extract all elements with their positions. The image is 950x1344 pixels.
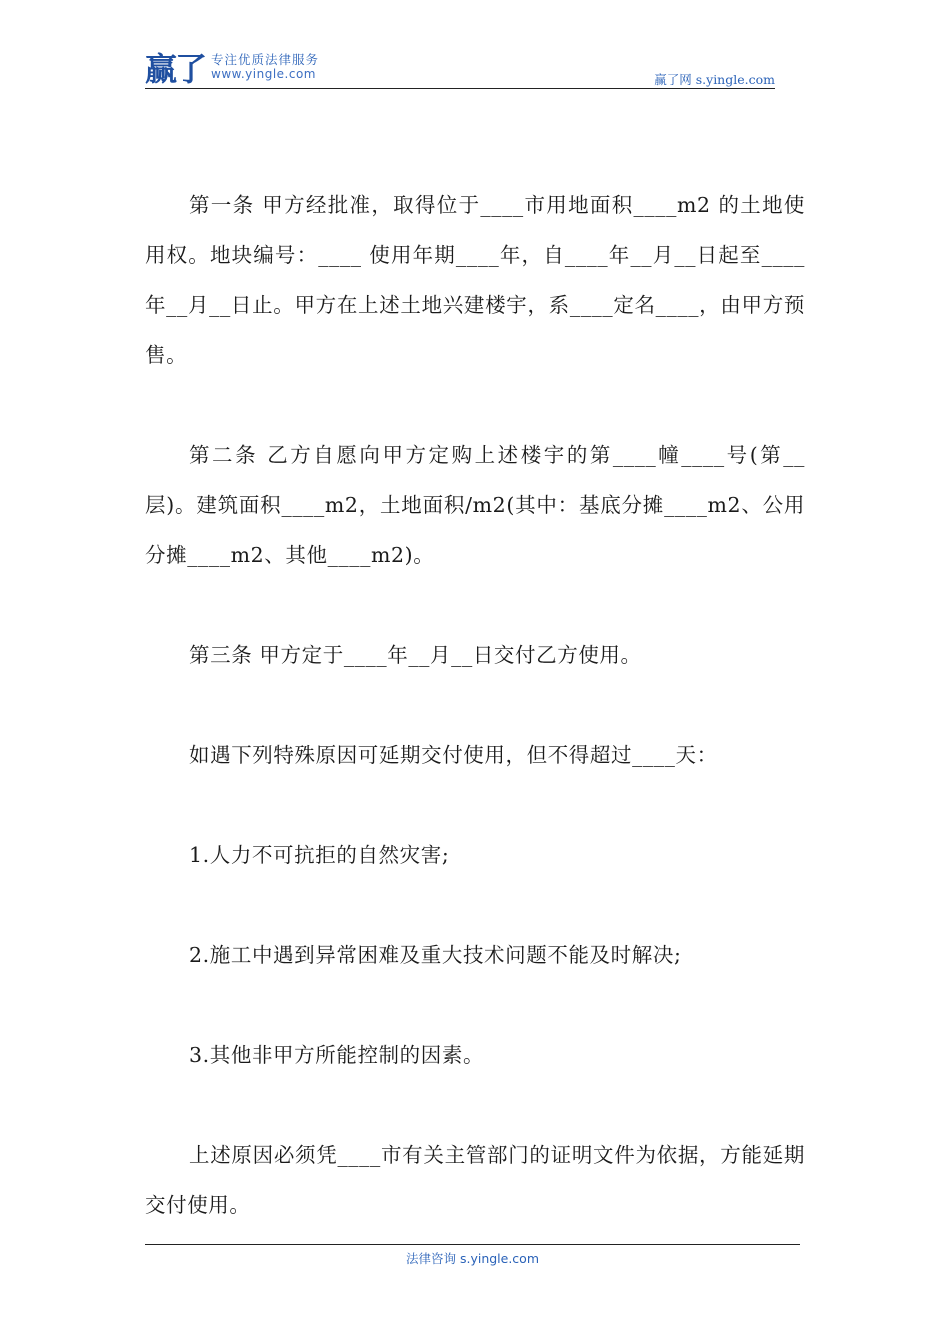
logo-mark: 赢了	[145, 50, 206, 88]
delay-clause: 如遇下列特殊原因可延期交付使用，但不得超过____天：	[189, 743, 718, 767]
article-2: 第二条 乙方自愿向甲方定购上述楼宇的第____幢____号(第__层)。建筑面积____m2，土地面积/m2(其中：基底分摊____m2、公用分摊____m2、其他____m2)。	[145, 443, 806, 567]
site-logo[interactable]	[145, 52, 319, 86]
document-body	[145, 180, 805, 1230]
delay-reason-2: 2.施工中遇到异常困难及重大技术问题不能及时解决;	[189, 943, 682, 967]
logo-url[interactable]: www.yingle.com	[211, 67, 316, 81]
article-3: 第三条 甲方定于____年__月__日交付乙方使用。	[189, 643, 642, 667]
article-1: 第一条 甲方经批准，取得位于____市用地面积____m2 的土地使用权。地块编号：____ 使用年期____年，自____年__月__日起至____年__月__日止。甲方在上述土地兴建楼宇，系____定名____，由甲方预售。	[145, 193, 805, 367]
logo-text-block	[211, 52, 319, 82]
footer-link[interactable]: 法律咨询 s.yingle.com	[405, 1251, 540, 1266]
delay-reason-1: 1.人力不可抗拒的自然灾害;	[189, 843, 450, 867]
page-footer	[145, 1244, 800, 1267]
evidence-clause: 上述原因必须凭____市有关主管部门的证明文件为依据，方能延期交付使用。	[145, 1143, 805, 1217]
header-site-link[interactable]: 赢了网 s.yingle.com	[654, 72, 775, 87]
page-header	[145, 50, 775, 89]
logo-slogan: 专注优质法律服务	[211, 52, 320, 67]
delay-reason-3: 3.其他非甲方所能控制的因素。	[189, 1043, 485, 1067]
